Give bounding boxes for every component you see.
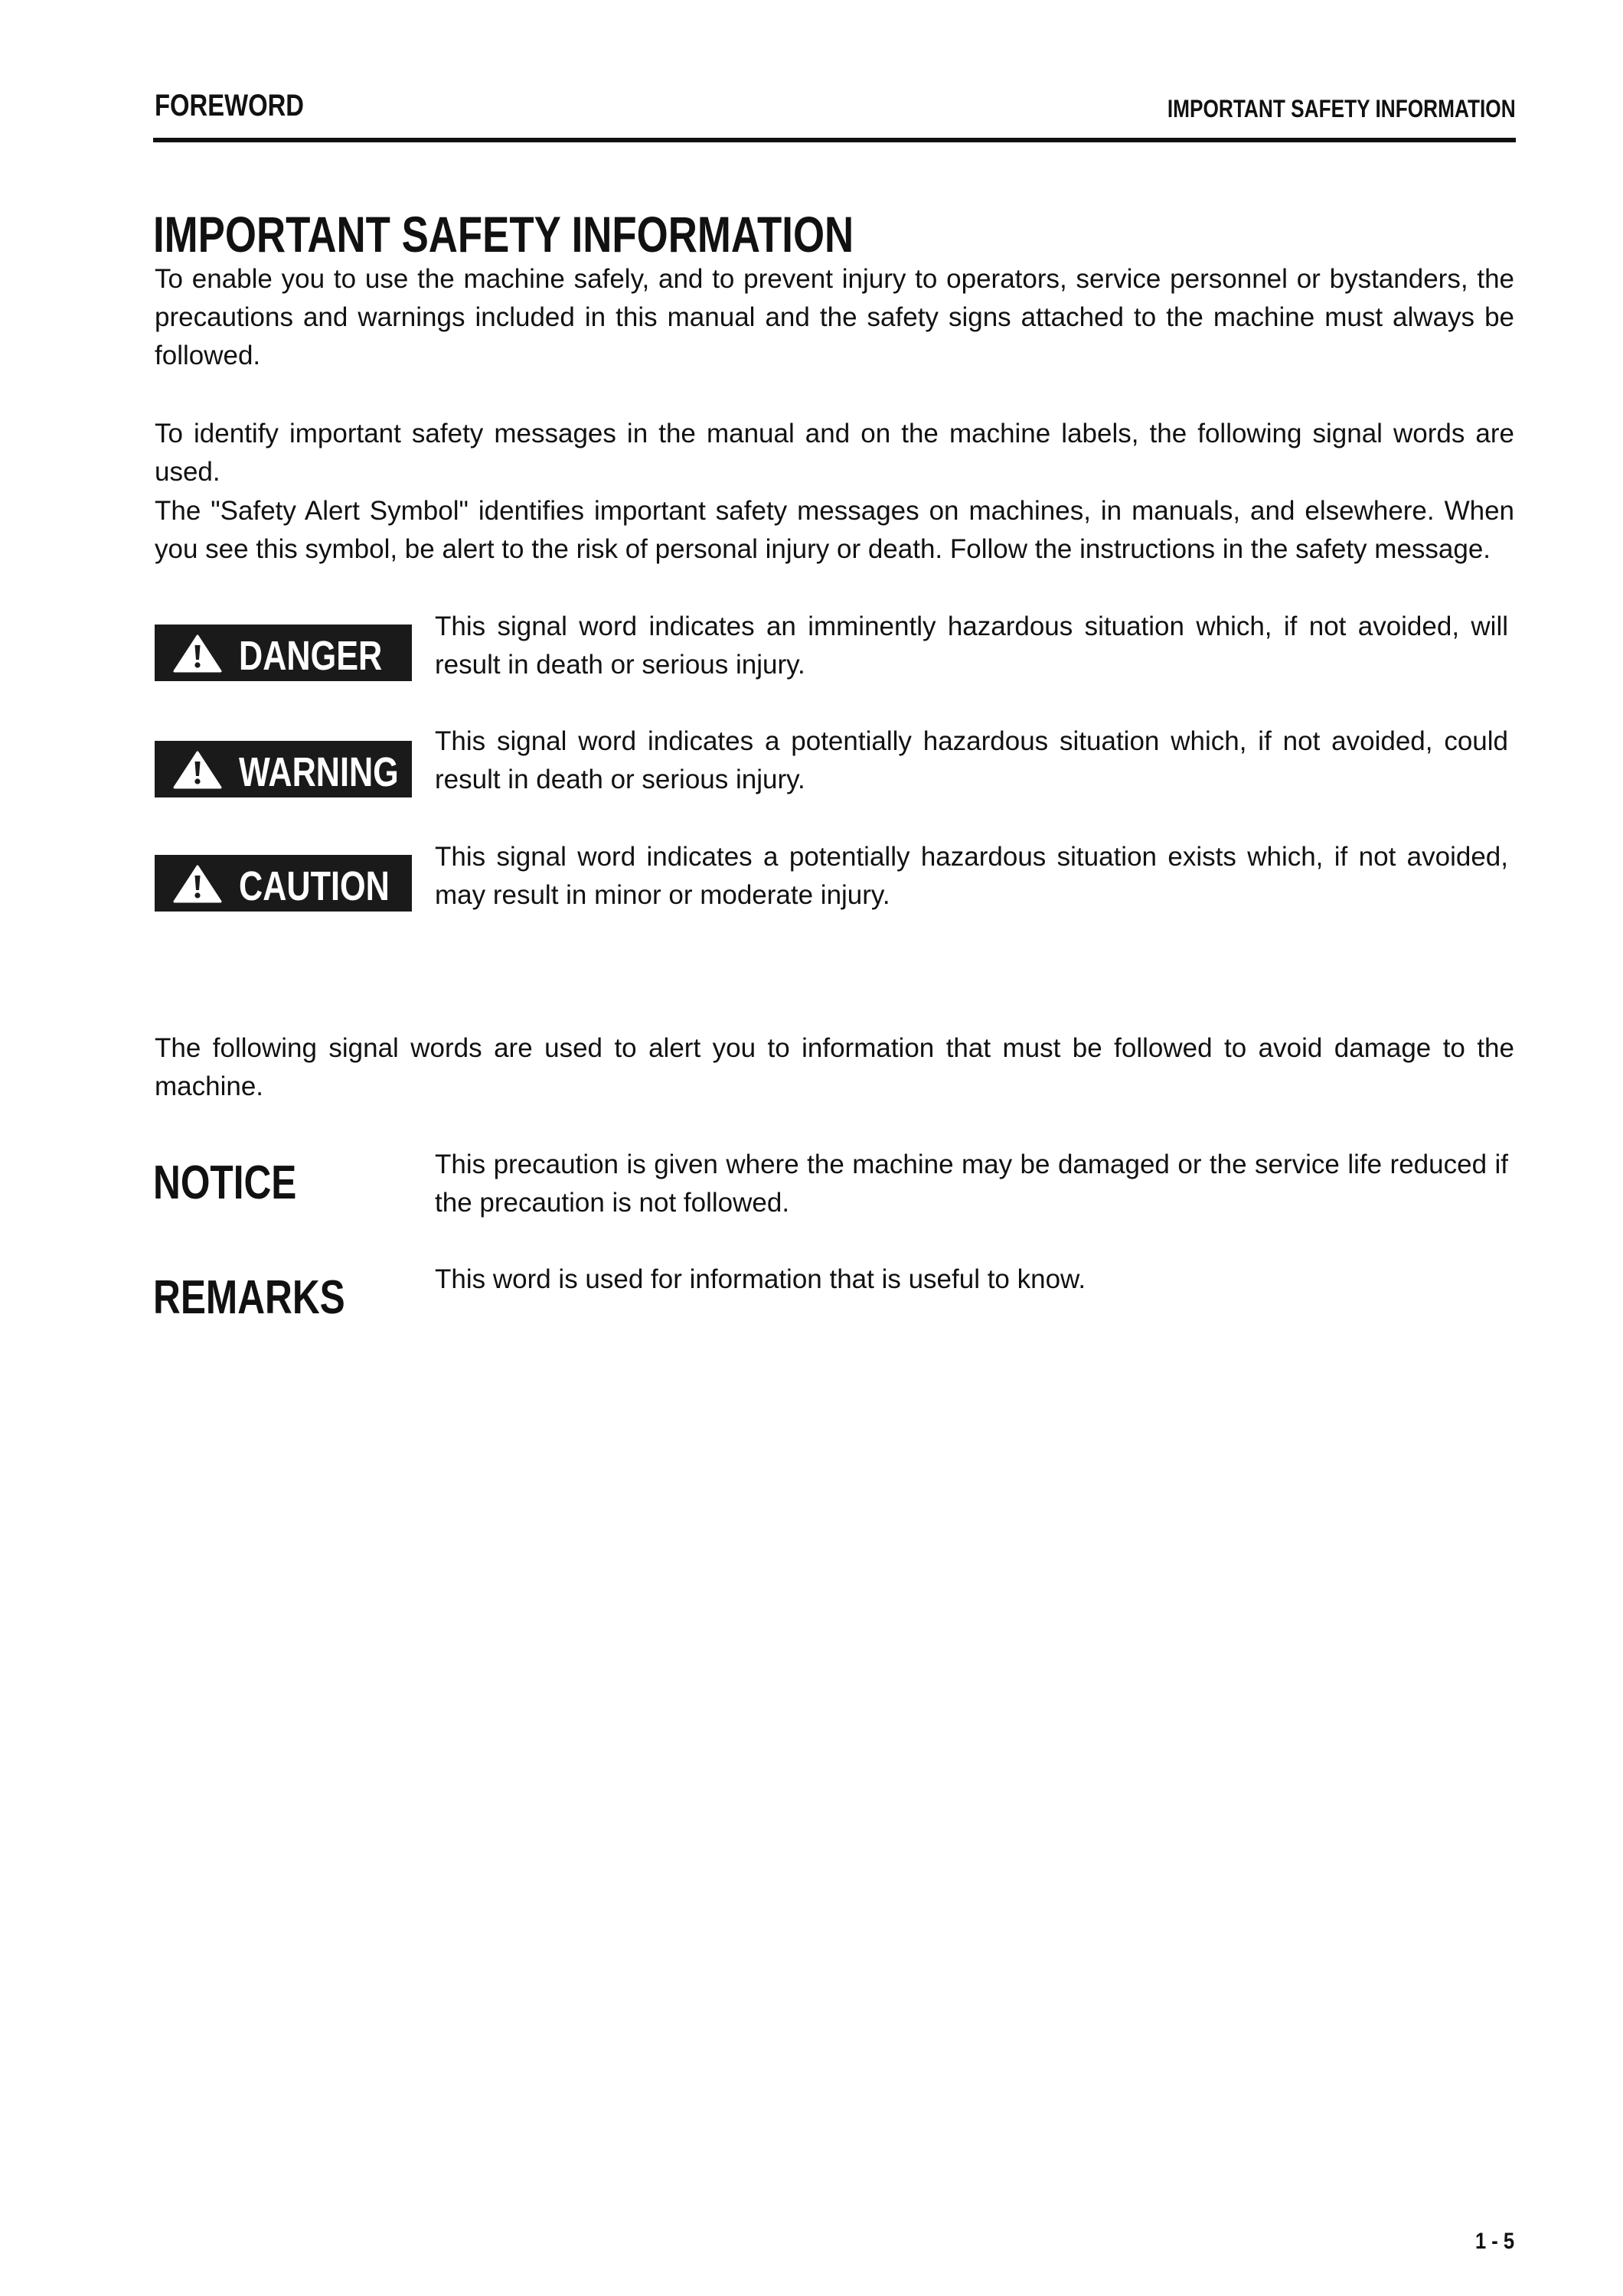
danger-badge [155,625,412,681]
alert-triangle-icon [173,865,222,903]
safety-alert-paragraph: The "Safety Alert Symbol" identifies important safety messages on machines, in manuals, and elsewhere. When you see this symbol, be alert to the risk of personal injury or death. Follow the instructions in the safety message. [155,496,1514,564]
page-title: IMPORTANT SAFETY INFORMATION [153,206,854,263]
remarks-description: This word is used for information that is useful to know. [435,1264,1086,1294]
danger-description: This signal word indicates an imminently hazardous situation which, if not avoided, will result in death or serious injury. [435,612,1508,680]
notice-label: NOTICE [153,1156,297,1209]
warning-badge [155,741,412,797]
caution-label: CAUTION [239,863,390,909]
page-number: 1 - 5 [1474,2229,1514,2254]
warning-description: This signal word indicates a potentially hazardous situation which, if not avoided, could result in death or serious injury. [435,726,1508,794]
caution-description: This signal word indicates a potentially hazardous situation exists which, if not avoided, may result in minor or moderate injury. [435,842,1508,910]
danger-label: DANGER [239,633,383,679]
alert-triangle-icon [173,634,222,673]
remarks-label: REMARKS [153,1271,345,1324]
signal-words-paragraph: To identify important safety messages in the manual and on the machine labels, the following signal words are used. [155,419,1514,487]
header-topic: IMPORTANT SAFETY INFORMATION [1167,95,1516,122]
alert-triangle-icon [173,751,222,789]
machine-damage-paragraph: The following signal words are used to alert you to information that must be followed to avoid damage to the machine. [155,1033,1514,1101]
header-section: FOREWORD [155,89,304,122]
caution-badge [155,855,412,912]
page-header [153,84,1516,142]
intro-paragraph: To enable you to use the machine safely, and to prevent injury to operators, service personnel or bystanders, the precautions and warnings included in this manual and the safety signs attached to the machine must always be followed. [155,264,1514,370]
notice-description: This precaution is given where the machine may be damaged or the service life reduced if the precaution is not followed. [435,1150,1508,1218]
warning-label: WARNING [239,749,399,795]
